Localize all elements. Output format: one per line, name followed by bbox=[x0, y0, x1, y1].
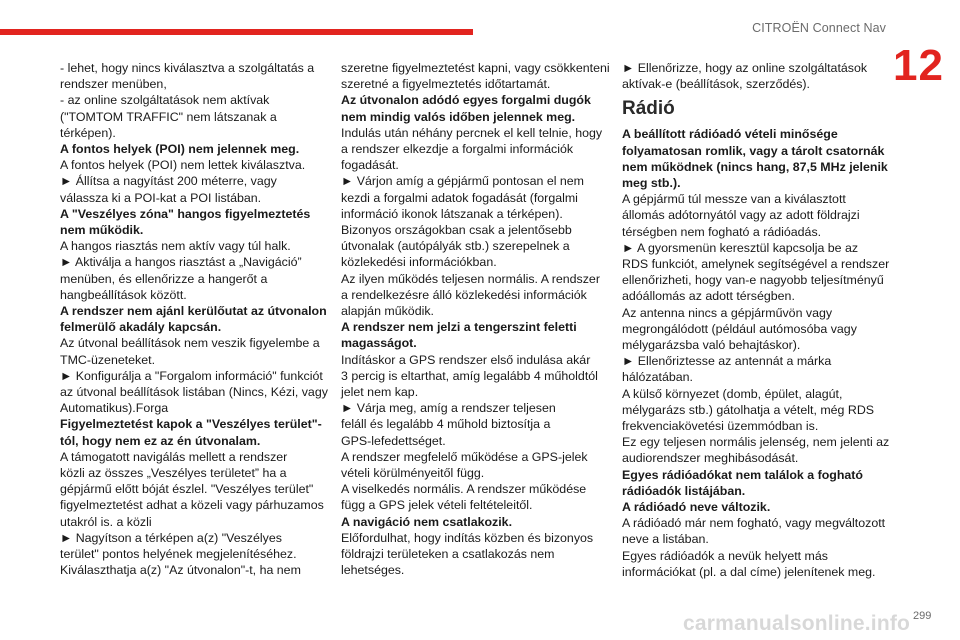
text-line: Indulás után néhány percnek el kell telnie, hogy bbox=[341, 125, 603, 140]
text-line: aktívak-e (beállítások, szerződés). bbox=[622, 77, 811, 92]
chapter-number: 12 bbox=[893, 41, 944, 90]
text-line: rendszer menüben, bbox=[60, 77, 167, 92]
text-line: terület" pontos helyének megjelenítéséhez. bbox=[60, 547, 297, 562]
text-line: adóállomás az adott térségben. bbox=[622, 289, 795, 304]
text-line: információ ikonok látszanak a térképen). bbox=[341, 206, 563, 221]
text-line: mélygarázsba való behajtáskor). bbox=[622, 338, 801, 353]
bold-text-line: nem működnek (nincs hang, 87,5 MHz jelenik bbox=[622, 159, 888, 174]
bold-text-line: tól, hogy nem ez az én útvonalam. bbox=[60, 433, 261, 448]
text-line: ("TOMTOM TRAFFIC" nem látszanak a bbox=[60, 109, 277, 124]
text-line: ► Várja meg, amíg a rendszer teljesen bbox=[341, 401, 556, 416]
text-line: földrajzi területeken a csatlakozás nem bbox=[341, 547, 555, 562]
bold-text-line: A rendszer nem ajánl kerülőutat az útvonalon bbox=[60, 304, 327, 319]
text-line: A gépjármű túl messze van a kiválasztott bbox=[622, 192, 846, 207]
text-line: hálózatában. bbox=[622, 370, 693, 385]
text-line: A rádióadó már nem fogható, vagy megváltozott bbox=[622, 516, 886, 531]
text-line: utakról is. a közli bbox=[60, 514, 152, 529]
text-line: szeretne figyelmeztetést kapni, vagy csökkenteni bbox=[341, 61, 610, 75]
text-line: közli az összes „Veszélyes területet” ha a bbox=[60, 466, 287, 481]
column-3-body bbox=[622, 126, 888, 580]
bold-text-line: A beállított rádióadó vételi minősége bbox=[622, 127, 838, 142]
text-line: A rendszer megfelelő működése a GPS-jelek bbox=[341, 449, 588, 464]
text-line: audiorendszer meghibásodását. bbox=[622, 451, 799, 466]
text-line: fogadását. bbox=[341, 158, 399, 173]
text-line: neve a listában. bbox=[622, 532, 709, 547]
bold-text-line: folyamatosan romlik, vagy a tárolt csatornák bbox=[622, 143, 885, 158]
text-line: hangbeállítások között. bbox=[60, 287, 187, 302]
text-line: Az antenna nincs a gépjárművön vagy bbox=[622, 305, 833, 320]
text-column-2 bbox=[341, 60, 610, 579]
bold-text-line: A navigáció nem csatlakozik. bbox=[341, 514, 513, 529]
bold-text-line: felmerülő akadály kapcsán. bbox=[60, 320, 222, 335]
bold-text-line: magasságot. bbox=[341, 336, 417, 351]
text-line: Bizonyos országokban csak a jelentősebb bbox=[341, 223, 572, 238]
bold-text-line: Egyes rádióadókat nem találok a fogható bbox=[622, 467, 863, 482]
text-line: menüben, és ellenőrizze a hangerőt a bbox=[60, 271, 268, 286]
page-number: 299 bbox=[913, 610, 932, 622]
text-line: A fontos helyek (POI) nem lettek kiválasztva. bbox=[60, 158, 306, 173]
text-line: az útvonal beállítások listában (Nincs, Kézi, vagy bbox=[60, 385, 328, 400]
bold-text-line: meg stb.). bbox=[622, 176, 681, 191]
bold-text-line: Az útvonalon adódó egyes forgalmi dugók bbox=[341, 93, 591, 108]
text-line: kezdi a forgalmi adatok fogadását (forgalmi bbox=[341, 190, 578, 205]
text-line: - az online szolgáltatások nem aktívak bbox=[60, 93, 270, 108]
text-line: válassza ki a POI-kat a POI listában. bbox=[60, 190, 262, 205]
text-line: - lehet, hogy nincs kiválasztva a szolgáltatás a bbox=[60, 61, 315, 75]
text-line: A hangos riasztás nem aktív vagy túl halk. bbox=[60, 239, 291, 254]
text-line: alapján működik. bbox=[341, 304, 434, 319]
text-line: frekvenciakövetési üzemmódban is. bbox=[622, 419, 819, 434]
text-line: mélygarázs stb.) gátolhatja a vételt, még RDS bbox=[622, 402, 875, 417]
bold-text-line: A rendszer nem jelzi a tengerszint feletti bbox=[341, 320, 577, 335]
text-column-3 bbox=[622, 60, 888, 580]
text-line: Az útvonal beállítások nem veszik figyelembe a bbox=[60, 336, 320, 351]
text-line: gépjármű előtt bóját észlel. "Veszélyes terület" bbox=[60, 482, 314, 497]
text-line: figyelmeztetést adhat a közeli vagy párhuzamos bbox=[60, 498, 324, 513]
section-heading-radio: Rádió bbox=[622, 98, 675, 120]
text-line: ► Konfigurálja a "Forgalom információ" funkciót bbox=[60, 368, 323, 383]
bold-text-line: nem mindig valós időben jelennek meg. bbox=[341, 109, 576, 124]
text-line: A viselkedés normális. A rendszer működése bbox=[341, 482, 587, 497]
text-line: függ a GPS jelek vételi feltételeitől. bbox=[341, 498, 533, 513]
watermark: carmanualsonline.info bbox=[683, 612, 911, 635]
text-line: GPS-lefedettséget. bbox=[341, 433, 446, 448]
text-line: Ez egy teljesen normális jelenség, nem jelenti az bbox=[622, 435, 890, 450]
text-line: Előfordulhat, hogy indítás közben és bizonyos bbox=[341, 530, 594, 545]
text-line: térképen). bbox=[60, 125, 116, 140]
text-line: jelet nem kap. bbox=[341, 385, 419, 400]
text-line: A támogatott navigálás mellett a rendszer bbox=[60, 449, 288, 464]
text-line: útvonalak (autópályák stb.) szerepelnek a bbox=[341, 239, 570, 254]
text-line: TMC-üzeneteket. bbox=[60, 352, 156, 367]
text-column-1 bbox=[60, 60, 326, 579]
text-line: ► Aktiválja a hangos riasztást a „Navigáció” bbox=[60, 255, 302, 270]
bold-text-line: nem működik. bbox=[60, 223, 144, 238]
bold-text-line: Figyelmeztetést kapok a "Veszélyes terület"- bbox=[60, 417, 322, 432]
header-accent-bar bbox=[0, 29, 473, 35]
text-line: a rendszer elkezdje a forgalmi információk bbox=[341, 142, 574, 157]
text-line: Indításkor a GPS rendszer első indulása akár bbox=[341, 352, 591, 367]
text-line: Az ilyen működés teljesen normális. A rendszer bbox=[341, 271, 600, 286]
header-title: CITROËN Connect Nav bbox=[752, 21, 886, 35]
text-line: Egyes rádióadók a nevük helyett más bbox=[622, 548, 828, 563]
text-line: feláll és legalább 4 műhold biztosítja a bbox=[341, 417, 551, 432]
text-line: lehetséges. bbox=[341, 563, 405, 578]
text-line: 3 percig is eltarthat, amíg legalább 4 műholdtól bbox=[341, 368, 598, 383]
text-line: ► Ellenőrizze, hogy az online szolgáltatások bbox=[622, 61, 868, 75]
text-line: Automatikus).Forga bbox=[60, 401, 169, 416]
text-line: a rendelkezésre álló közlekedési információk bbox=[341, 287, 587, 302]
text-line: megrongálódott (például autómosóba vagy bbox=[622, 321, 857, 336]
text-line: A külső környezet (domb, épület, alagút, bbox=[622, 386, 843, 401]
bold-text-line: rádióadók listájában. bbox=[622, 483, 746, 498]
text-line: ► Várjon amíg a gépjármű pontosan el nem bbox=[341, 174, 585, 189]
text-line: ► Állítsa a nagyítást 200 méterre, vagy bbox=[60, 174, 277, 189]
text-line: állomás adótornyától vagy az adott földrajzi bbox=[622, 208, 860, 223]
text-line: vételi körülményeitől függ. bbox=[341, 466, 485, 481]
bold-text-line: A "Veszélyes zóna" hangos figyelmeztetés bbox=[60, 206, 311, 221]
text-line: ► Ellenőriztesse az antennát a márka bbox=[622, 354, 832, 369]
text-line: közlekedési információkban. bbox=[341, 255, 497, 270]
text-line: szeretné a figyelmeztetés időtartamát. bbox=[341, 77, 551, 92]
text-line: térségben nem fogható a rádióadás. bbox=[622, 224, 822, 239]
text-line: ellenőrizheti, hogy van-e nagyobb teljesítményű bbox=[622, 273, 884, 288]
text-line: információkat (pl. a dal címe) jelenítenek meg. bbox=[622, 564, 876, 579]
text-line: ► A gyorsmenün keresztül kapcsolja be az bbox=[622, 240, 859, 255]
text-line: RDS funkciót, amelynek segítségével a rendszer bbox=[622, 257, 890, 272]
bold-text-line: A fontos helyek (POI) nem jelennek meg. bbox=[60, 142, 300, 157]
bold-text-line: A rádióadó neve változik. bbox=[622, 500, 771, 515]
column-3-intro bbox=[622, 60, 888, 92]
text-line: Kiválaszthatja a(z) "Az útvonalon"-t, ha nem bbox=[60, 563, 301, 578]
text-line: ► Nagyítson a térképen a(z) "Veszélyes bbox=[60, 530, 282, 545]
